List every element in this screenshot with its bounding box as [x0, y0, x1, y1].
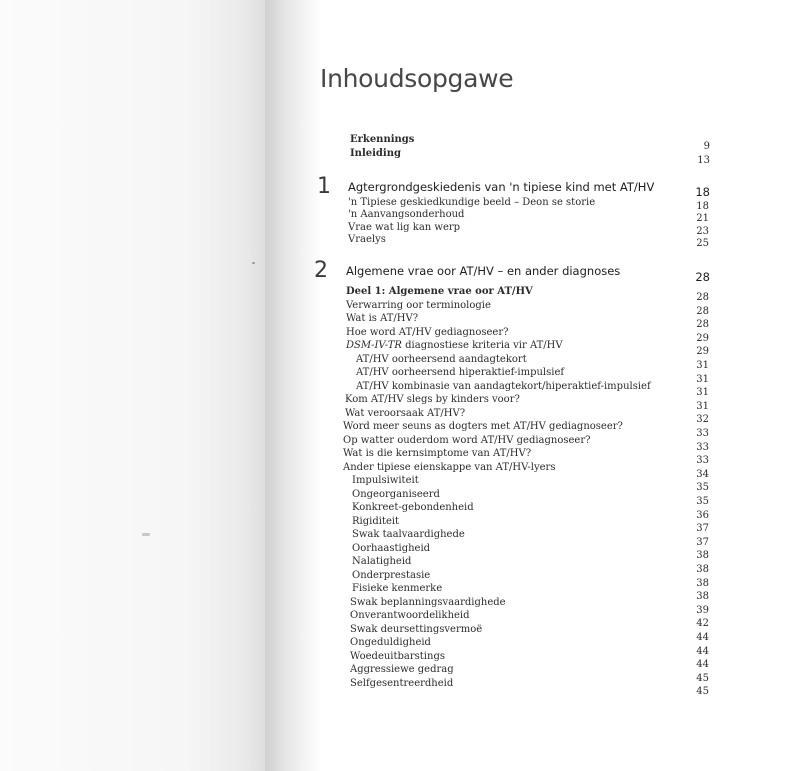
- chapter-page-number: 28: [695, 270, 710, 284]
- toc-entry: Konkreet-gebondenheid: [352, 502, 474, 513]
- toc-page-number: 45: [696, 672, 709, 684]
- chapter-page-number: 18: [695, 185, 710, 199]
- chapter-number: 1: [317, 174, 331, 199]
- toc-page-number: 37: [696, 536, 709, 548]
- toc-page-number: 29: [696, 346, 709, 358]
- toc-entry: DSM-IV-TR diagnostiese kriteria vir AT/HV: [346, 340, 563, 351]
- toc-entry: AT/HV kombinasie van aandagtekort/hiperaktief-impulsief: [356, 380, 651, 392]
- toc-page-number: 28: [696, 305, 709, 317]
- toc-entry: 'n Tipiese geskiedkundige beeld – Deon se storie: [348, 197, 596, 208]
- toc-entry: AT/HV oorheersend aandagtekort: [356, 353, 527, 365]
- toc-entry: Ongeorganiseerd: [352, 488, 440, 500]
- toc-page-number: 31: [696, 360, 709, 371]
- toc-page-number: 37: [696, 523, 709, 535]
- toc-entry: 'n Aanvangsonderhoud: [348, 209, 465, 221]
- toc-entry: Selfgesentreerdheid: [350, 677, 454, 689]
- toc-page-number: 32: [696, 414, 709, 426]
- toc-page-number: 31: [696, 400, 709, 412]
- toc-page-number: 23: [696, 225, 709, 237]
- toc-page-number: 42: [696, 618, 709, 630]
- toc-page-number: 28: [696, 319, 709, 331]
- toc-page-number: 38: [696, 577, 709, 589]
- toc-page-number: 36: [696, 509, 709, 521]
- toc-entry: Word meer seuns as dogters met AT/HV gediagnoseer?: [343, 421, 623, 432]
- toc-page-number: 25: [696, 237, 709, 249]
- toc-entry: Onderprestasie: [352, 569, 431, 581]
- toc-page-number: 44: [696, 645, 709, 657]
- toc-entry: Kom AT/HV slegs by kinders voor?: [345, 394, 520, 405]
- toc-entry: Swak beplanningsvaardighede: [350, 596, 506, 608]
- toc-page-number: 38: [696, 550, 709, 562]
- toc-entry: Swak deursettingsvermoë: [350, 623, 483, 635]
- toc-entry: Vraelys: [348, 233, 386, 245]
- toc-entry: Swak taalvaardighede: [352, 529, 465, 540]
- toc-page-number: 38: [696, 564, 709, 575]
- toc-page-number: 28: [696, 292, 709, 303]
- toc-entry: Impulsiwiteit: [352, 475, 419, 486]
- toc-entry: Onverantwoordelikheid: [350, 610, 470, 621]
- page-title: Inhoudsopgawe: [320, 64, 514, 93]
- toc-page-number: 21: [696, 213, 709, 225]
- toc-entry: Oorhaastigheid: [352, 542, 431, 554]
- toc-entry: Vrae wat lig kan werp: [348, 221, 461, 233]
- toc-entry: Ongeduldigheid: [350, 637, 431, 648]
- toc-entry: Hoe word AT/HV gediagnoseer?: [346, 326, 509, 338]
- toc-page-number: 31: [696, 387, 709, 399]
- toc-entry: Fisieke kenmerke: [352, 583, 443, 594]
- chapter-title: Algemene vrae oor AT/HV – en ander diagnoses: [346, 264, 621, 278]
- toc-entry: Deel 1: Algemene vrae oor AT/HV: [346, 286, 533, 297]
- toc-page-number: 44: [696, 659, 709, 671]
- toc-entry: AT/HV oorheersend hiperaktief-impulsief: [356, 367, 565, 378]
- toc-page-number: 45: [696, 686, 709, 698]
- toc-entry: Woedeuitbarstings: [350, 650, 445, 662]
- toc-entry-front: Inleiding: [350, 148, 401, 159]
- toc-page-number: 38: [696, 591, 709, 603]
- toc-page-number: 34: [696, 468, 709, 480]
- toc-entry: Rigiditeit: [352, 515, 400, 527]
- chapter-number: 2: [314, 258, 328, 283]
- toc-page-number: 13: [697, 155, 710, 166]
- toc-entry: Wat is AT/HV?: [346, 313, 419, 324]
- toc-page-number: 39: [696, 604, 709, 616]
- toc-page-number: 9: [703, 141, 710, 152]
- toc-entry: Wat veroorsaak AT/HV?: [345, 407, 466, 419]
- toc-page-number: 31: [696, 373, 709, 385]
- toc-entry: Ander tipiese eienskappe van AT/HV-lyers: [343, 461, 556, 473]
- toc-page-number: 35: [696, 496, 709, 507]
- toc-page-number: 33: [696, 428, 709, 439]
- chapter-title: Agtergrondgeskiedenis van 'n tipiese kind met AT/HV: [348, 180, 655, 194]
- toc-entry: Wat is die kernsimptome van AT/HV?: [343, 448, 532, 459]
- toc-page-number: 33: [696, 441, 709, 453]
- toc-page-number: 33: [696, 455, 709, 467]
- toc-page-number: 35: [696, 482, 709, 494]
- toc-entry: Op watter ouderdom word AT/HV gediagnoseer?: [343, 434, 591, 446]
- toc-page-number: 44: [696, 632, 709, 643]
- toc-page-number: 18: [696, 201, 709, 212]
- toc-page-number: 29: [696, 332, 709, 344]
- toc-entry-front: Erkennings: [350, 134, 415, 145]
- toc-entry: Verwarring oor terminologie: [346, 299, 491, 311]
- toc-entry: Nalatigheid: [352, 556, 412, 567]
- toc-entry: Aggressiewe gedrag: [350, 664, 454, 675]
